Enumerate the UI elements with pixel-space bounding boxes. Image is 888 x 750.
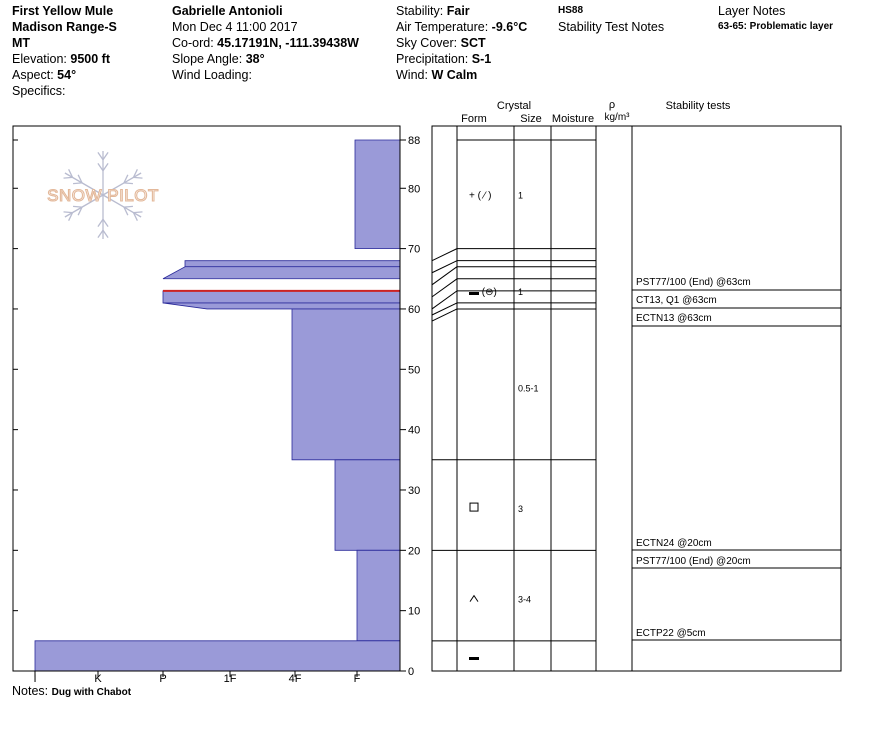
profile-layer bbox=[355, 140, 400, 249]
snowflake-branch bbox=[64, 212, 73, 213]
crystal-header: Crystal bbox=[496, 100, 532, 112]
snowflake-branch bbox=[98, 219, 103, 226]
notes-label: Notes: bbox=[12, 684, 49, 698]
snow-height: HS88 bbox=[558, 5, 584, 16]
layer-connector bbox=[432, 249, 457, 261]
table-frame bbox=[432, 126, 841, 671]
crystal-form-depth-hoar bbox=[470, 596, 478, 602]
moisture-header: Moisture bbox=[551, 113, 595, 125]
notes bbox=[12, 684, 131, 698]
wind-value: W Calm bbox=[431, 68, 478, 82]
depth-tick-label: 80 bbox=[408, 183, 421, 196]
aspect-label: Aspect: bbox=[12, 68, 54, 82]
elevation-value: 9500 ft bbox=[70, 52, 110, 66]
depth-tick-label: 30 bbox=[408, 484, 421, 497]
depth-tick-label: 40 bbox=[408, 424, 421, 437]
precip-label: Precipitation: bbox=[396, 52, 469, 66]
profile-layer bbox=[357, 550, 400, 641]
depth-tick-label: 10 bbox=[408, 605, 421, 618]
notes-value: Dug with Chabot bbox=[51, 687, 132, 698]
depth-tick-label: 88 bbox=[408, 135, 421, 147]
stability-test-notes-label: Stability Test Notes bbox=[558, 20, 665, 34]
logo-text: SNOW PILOT bbox=[47, 186, 159, 205]
layer-connector bbox=[432, 309, 457, 321]
depth-tick-label: 60 bbox=[408, 303, 421, 316]
crystal-form: ▬ (⊖) bbox=[469, 286, 497, 298]
hardness-tick-label: I bbox=[33, 673, 37, 685]
stability-label: Stability: bbox=[396, 4, 444, 18]
hardness-tick-label: 1F bbox=[223, 673, 237, 685]
column-headers bbox=[461, 99, 731, 125]
coord-label: Co-ord: bbox=[172, 36, 214, 50]
depth-tick-label: 50 bbox=[408, 364, 421, 377]
air-temp-value: -9.6°C bbox=[491, 20, 528, 34]
wind-label: Wind: bbox=[396, 68, 428, 82]
sky-label: Sky Cover: bbox=[396, 36, 458, 50]
snowflake-branch bbox=[124, 206, 133, 207]
stability-test: PST77/100 (End) @63cm bbox=[636, 277, 751, 288]
slope-value: 38° bbox=[245, 52, 265, 66]
hardness-tick-label: F bbox=[353, 673, 361, 685]
precip-value: S-1 bbox=[471, 52, 492, 66]
profile-layer bbox=[185, 261, 400, 267]
snowflake-branch bbox=[103, 219, 108, 226]
depth-tick-label: 0 bbox=[408, 666, 415, 678]
hardness-tick-label: P bbox=[159, 673, 167, 685]
crystal-form: + ( ⁄ ) bbox=[469, 190, 492, 202]
crystal-size: 1 bbox=[518, 190, 524, 201]
depth-tick-label: 70 bbox=[408, 243, 421, 256]
aspect-value: 54° bbox=[57, 68, 77, 82]
snowflake-branch bbox=[133, 177, 142, 178]
slope-label: Slope Angle: bbox=[172, 52, 243, 66]
profile-layer bbox=[335, 460, 400, 551]
depth-tick-label: 20 bbox=[408, 545, 421, 558]
crystal-size: 1 bbox=[518, 286, 524, 297]
snowflake-branch bbox=[73, 206, 82, 207]
density-unit-header: kg/m³ bbox=[604, 112, 630, 123]
snowflake-branch bbox=[73, 183, 82, 184]
profile-layer bbox=[292, 309, 400, 460]
layer-connector bbox=[432, 303, 457, 315]
sky-value: SCT bbox=[460, 36, 486, 50]
size-header: Size bbox=[520, 113, 542, 125]
specifics-label: Specifics: bbox=[12, 84, 66, 98]
layer-notes-title: Layer Notes bbox=[718, 4, 786, 18]
hardness-profile bbox=[35, 140, 400, 671]
density-rho-header: ρ bbox=[608, 99, 616, 111]
coord-value: 45.17191N, -111.39438W bbox=[217, 36, 359, 50]
snowflake-branch bbox=[98, 230, 103, 237]
wind-loading-label: Wind Loading: bbox=[172, 68, 252, 82]
stability-test: ECTN24 @20cm bbox=[636, 538, 712, 549]
hardness-tick-label: 4F bbox=[288, 673, 302, 685]
layer-note: 63-65: Problematic layer bbox=[718, 21, 834, 32]
stability-test: ECTP22 @5cm bbox=[636, 628, 706, 639]
observation-datetime: Mon Dec 4 11:00 2017 bbox=[172, 20, 298, 34]
hardness-axis bbox=[33, 671, 360, 685]
state-name: MT bbox=[12, 36, 31, 50]
snowflake-branch bbox=[103, 163, 108, 170]
snowflake-branch bbox=[98, 152, 103, 159]
air-temp-label: Air Temperature: bbox=[396, 20, 489, 34]
stability-test: PST77/100 (End) @20cm bbox=[636, 556, 751, 567]
range-name: Madison Range-S bbox=[12, 20, 117, 34]
stability-value: Fair bbox=[446, 4, 470, 18]
layer-connector bbox=[432, 261, 457, 273]
observer-name: Gabrielle Antonioli bbox=[172, 4, 283, 18]
profile-layer bbox=[163, 303, 400, 309]
layer-table bbox=[432, 126, 841, 671]
hardness-tick-label: K bbox=[94, 673, 102, 685]
location-name: First Yellow Mule bbox=[12, 4, 114, 18]
form-header: Form bbox=[461, 113, 487, 125]
snowflake-branch bbox=[133, 212, 142, 213]
snowpilot-logo bbox=[47, 151, 159, 239]
elevation-label: Elevation: bbox=[12, 52, 67, 66]
stability-tests-header: Stability tests bbox=[665, 100, 731, 112]
profile-layer bbox=[163, 267, 400, 279]
crystal-size: 3 bbox=[518, 504, 524, 515]
snowflake-branch bbox=[98, 163, 103, 170]
stability-test: CT13, Q1 @63cm bbox=[636, 295, 717, 306]
crystal-size: 3-4 bbox=[518, 594, 532, 605]
stability-test: ECTN13 @63cm bbox=[636, 313, 712, 324]
profile-layer bbox=[163, 291, 400, 303]
snowflake-branch bbox=[103, 230, 108, 237]
crystal-form-square bbox=[470, 503, 478, 511]
crystal-size: 0.5-1 bbox=[518, 383, 539, 394]
snowflake-branch bbox=[124, 183, 133, 184]
snowflake-branch bbox=[64, 177, 73, 178]
crystal-form: ▬ bbox=[469, 651, 479, 663]
profile-layer bbox=[35, 641, 400, 671]
snowflake-branch bbox=[103, 152, 108, 159]
